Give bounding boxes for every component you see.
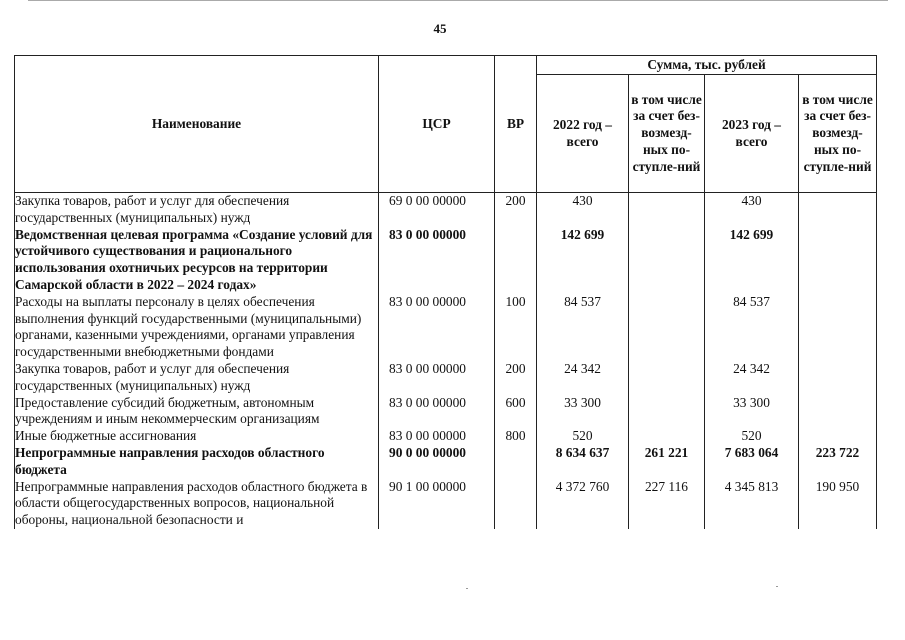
row-2023-total: 430 <box>705 193 799 227</box>
row-name: Непрограммные направления расходов областного бюджета <box>15 445 379 479</box>
header-2023-total: 2023 год – всего <box>705 75 799 193</box>
table-row <box>15 445 877 479</box>
row-2022-free <box>629 395 705 429</box>
row-2022-free <box>629 361 705 395</box>
row-2023-total: 33 300 <box>705 395 799 429</box>
row-csr: 83 0 00 00000 <box>379 227 495 294</box>
row-2023-free: 223 722 <box>799 445 877 479</box>
header-2022-total: 2022 год – всего <box>537 75 629 193</box>
row-csr: 90 0 00 00000 <box>379 445 495 479</box>
scan-speck <box>466 588 468 589</box>
row-2023-free <box>799 294 877 361</box>
row-csr: 69 0 00 00000 <box>379 193 495 227</box>
header-vr: ВР <box>495 56 537 193</box>
budget-table <box>14 55 876 529</box>
row-name: Непрограммные направления расходов областного бюджета в области общегосударственных вопросов, национальной обороны, национальной безопасности и <box>15 479 379 529</box>
row-csr: 83 0 00 00000 <box>379 395 495 429</box>
row-2022-free <box>629 193 705 227</box>
row-vr <box>495 479 537 529</box>
row-2023-free <box>799 227 877 294</box>
row-2022-total: 4 372 760 <box>537 479 629 529</box>
row-2022-free <box>629 227 705 294</box>
row-2022-total: 24 342 <box>537 361 629 395</box>
top-edge-line <box>28 0 888 3</box>
header-2022-free: в том числе за счет без-возмезд-ных по-ступле-ний <box>629 75 705 193</box>
row-vr: 100 <box>495 294 537 361</box>
row-name: Закупка товаров, работ и услуг для обеспечения государственных (муниципальных) нужд <box>15 361 379 395</box>
table-row <box>15 227 877 294</box>
row-2023-total: 142 699 <box>705 227 799 294</box>
row-vr: 600 <box>495 395 537 429</box>
row-2022-total: 33 300 <box>537 395 629 429</box>
row-2023-free <box>799 193 877 227</box>
row-2023-total: 84 537 <box>705 294 799 361</box>
table-row <box>15 479 877 529</box>
row-2022-free <box>629 294 705 361</box>
page-number: 45 <box>433 21 447 36</box>
scan-speck <box>776 586 778 587</box>
row-2022-free: 227 116 <box>629 479 705 529</box>
row-csr: 83 0 00 00000 <box>379 361 495 395</box>
header-name: Наименование <box>15 56 379 193</box>
row-2023-free <box>799 428 877 445</box>
header-sum-group: Сумма, тыс. рублей <box>537 56 877 75</box>
table-row <box>15 294 877 361</box>
row-csr: 83 0 00 00000 <box>379 428 495 445</box>
row-2022-total: 84 537 <box>537 294 629 361</box>
table-row <box>15 428 877 445</box>
row-2023-free <box>799 395 877 429</box>
table-row <box>15 361 877 395</box>
row-2022-total: 142 699 <box>537 227 629 294</box>
row-2023-total: 24 342 <box>705 361 799 395</box>
row-2022-total: 430 <box>537 193 629 227</box>
row-name: Иные бюджетные ассигнования <box>15 428 379 445</box>
table-row <box>15 193 877 227</box>
row-vr <box>495 445 537 479</box>
header-2023-free: в том числе за счет без-возмезд-ных по-ступле-ний <box>799 75 877 193</box>
row-2023-total: 7 683 064 <box>705 445 799 479</box>
row-vr <box>495 227 537 294</box>
table-body <box>15 193 877 529</box>
row-2023-total: 4 345 813 <box>705 479 799 529</box>
row-csr: 83 0 00 00000 <box>379 294 495 361</box>
row-2023-free <box>799 361 877 395</box>
row-2022-free: 261 221 <box>629 445 705 479</box>
row-2023-free: 190 950 <box>799 479 877 529</box>
table-row <box>15 395 877 429</box>
row-vr: 200 <box>495 193 537 227</box>
row-2022-total: 520 <box>537 428 629 445</box>
row-2023-total: 520 <box>705 428 799 445</box>
row-name: Закупка товаров, работ и услуг для обеспечения государственных (муниципальных) нужд <box>15 193 379 227</box>
row-vr: 200 <box>495 361 537 395</box>
row-name: Расходы на выплаты персоналу в целях обеспечения выполнения функций государственными (муниципальными) органами, казенными учреждениями, органами управления государственными внебюджетными фондами <box>15 294 379 361</box>
row-csr: 90 1 00 00000 <box>379 479 495 529</box>
row-2022-free <box>629 428 705 445</box>
header-csr: ЦСР <box>379 56 495 193</box>
row-name: Предоставление субсидий бюджетным, автономным учреждениям и иным некоммерческим организациям <box>15 395 379 429</box>
row-name: Ведомственная целевая программа «Создание условий для устойчивого существования и рационального использования охотничьих ресурсов на территории Самарской области в 2022 – 2024 годах» <box>15 227 379 294</box>
row-2022-total: 8 634 637 <box>537 445 629 479</box>
row-vr: 800 <box>495 428 537 445</box>
